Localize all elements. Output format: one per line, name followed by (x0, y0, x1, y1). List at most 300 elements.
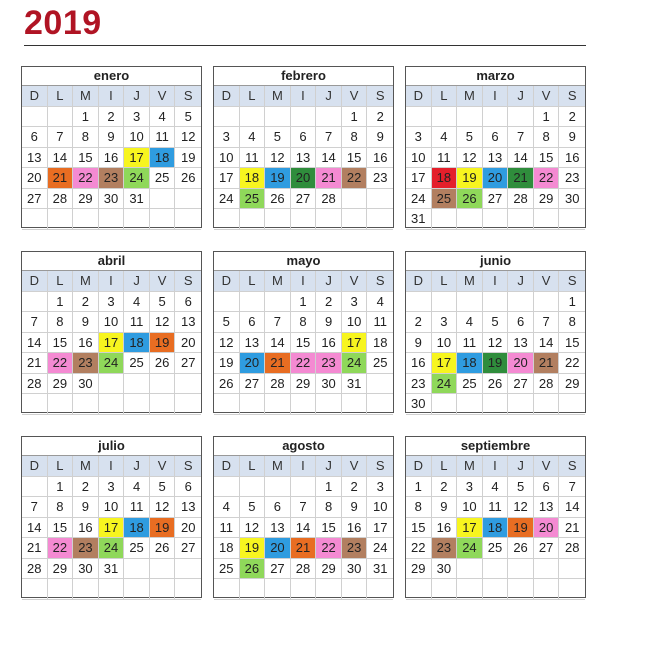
day-cell: 4 (214, 497, 240, 518)
day-cell: 29 (406, 559, 432, 580)
day-cell: 13 (534, 497, 560, 518)
empty-cell (457, 579, 483, 600)
day-cell: 29 (48, 374, 74, 395)
empty-cell (432, 107, 458, 128)
day-cell-highlighted: 22 (48, 538, 74, 559)
day-cell: 6 (240, 312, 266, 333)
day-cell: 12 (240, 518, 266, 539)
day-cell: 28 (291, 559, 317, 580)
month-title: septiembre (406, 437, 585, 456)
day-cell: 29 (316, 559, 342, 580)
day-cell: 31 (99, 559, 125, 580)
day-cell: 10 (99, 497, 125, 518)
day-cell: 11 (483, 497, 509, 518)
empty-cell (342, 579, 368, 600)
weekday-header: S (175, 86, 201, 107)
day-cell-highlighted: 21 (48, 168, 74, 189)
day-cell: 3 (457, 477, 483, 498)
empty-cell (483, 579, 509, 600)
day-cell: 28 (534, 374, 560, 395)
empty-cell (240, 209, 266, 230)
day-cell-highlighted: 19 (240, 538, 266, 559)
empty-cell (48, 209, 74, 230)
day-cell: 13 (265, 518, 291, 539)
day-cell: 6 (291, 127, 317, 148)
empty-cell (367, 209, 393, 230)
day-cell: 8 (48, 497, 74, 518)
day-cell: 1 (48, 292, 74, 313)
month-title: febrero (214, 67, 393, 86)
day-cell: 2 (99, 107, 125, 128)
day-cell: 4 (240, 127, 266, 148)
day-cell: 25 (367, 353, 393, 374)
weekday-header: D (22, 271, 48, 292)
empty-cell (483, 394, 509, 415)
empty-cell (150, 559, 176, 580)
day-cell: 8 (406, 497, 432, 518)
day-cell: 28 (22, 374, 48, 395)
day-cell: 30 (559, 189, 585, 210)
day-cell: 14 (534, 333, 560, 354)
day-cell: 2 (367, 107, 393, 128)
day-cell: 10 (406, 148, 432, 169)
day-cell: 2 (432, 477, 458, 498)
empty-cell (99, 209, 125, 230)
day-cell: 17 (214, 168, 240, 189)
day-cell: 21 (559, 518, 585, 539)
empty-cell (406, 292, 432, 313)
day-cell: 6 (508, 312, 534, 333)
weekday-header: L (48, 456, 74, 477)
empty-cell (73, 394, 99, 415)
day-cell: 10 (457, 497, 483, 518)
day-cell: 31 (406, 209, 432, 230)
empty-cell (291, 107, 317, 128)
empty-cell (432, 394, 458, 415)
day-cell-highlighted: 24 (342, 353, 368, 374)
weekday-header: I (483, 86, 509, 107)
day-cell-highlighted: 26 (457, 189, 483, 210)
day-cell: 11 (457, 333, 483, 354)
empty-cell (508, 579, 534, 600)
weekday-header: I (483, 271, 509, 292)
month-title: julio (22, 437, 201, 456)
empty-cell (508, 394, 534, 415)
day-grid (22, 271, 201, 415)
day-cell: 8 (534, 127, 560, 148)
month-enero (21, 66, 202, 228)
day-cell: 15 (291, 333, 317, 354)
day-cell: 17 (406, 168, 432, 189)
day-cell: 29 (48, 559, 74, 580)
weekday-header: D (214, 456, 240, 477)
day-cell: 19 (214, 353, 240, 374)
day-cell: 7 (316, 127, 342, 148)
empty-cell (175, 394, 201, 415)
day-cell: 15 (342, 148, 368, 169)
day-cell: 28 (22, 559, 48, 580)
weekday-header: L (240, 86, 266, 107)
empty-cell (316, 579, 342, 600)
month-mayo (213, 251, 394, 413)
empty-cell (483, 209, 509, 230)
day-cell: 27 (22, 189, 48, 210)
day-cell-highlighted: 23 (73, 353, 99, 374)
day-cell: 16 (73, 518, 99, 539)
day-cell: 31 (367, 559, 393, 580)
year-title: 2019 (24, 4, 102, 42)
weekday-header: J (124, 271, 150, 292)
day-cell-highlighted: 20 (240, 353, 266, 374)
empty-cell (48, 579, 74, 600)
day-cell: 25 (457, 374, 483, 395)
empty-cell (124, 579, 150, 600)
day-cell: 25 (483, 538, 509, 559)
day-cell: 4 (483, 477, 509, 498)
day-cell: 10 (124, 127, 150, 148)
day-cell: 10 (214, 148, 240, 169)
day-cell: 5 (175, 107, 201, 128)
month-title: abril (22, 252, 201, 271)
day-cell: 9 (432, 497, 458, 518)
day-cell: 26 (483, 374, 509, 395)
day-cell: 27 (534, 538, 560, 559)
day-cell: 28 (316, 189, 342, 210)
day-cell: 31 (342, 374, 368, 395)
day-cell: 26 (214, 374, 240, 395)
day-cell: 27 (483, 189, 509, 210)
day-cell: 1 (48, 477, 74, 498)
weekday-header: S (175, 271, 201, 292)
empty-cell (214, 292, 240, 313)
empty-cell (559, 579, 585, 600)
day-cell: 13 (22, 148, 48, 169)
day-cell: 20 (175, 518, 201, 539)
day-cell: 20 (175, 333, 201, 354)
weekday-header: I (99, 271, 125, 292)
day-cell: 9 (342, 497, 368, 518)
day-cell: 15 (534, 148, 560, 169)
day-cell-highlighted: 21 (316, 168, 342, 189)
empty-cell (265, 394, 291, 415)
day-cell-highlighted: 19 (150, 518, 176, 539)
empty-cell (367, 374, 393, 395)
day-cell: 25 (150, 168, 176, 189)
empty-cell (534, 559, 560, 580)
day-cell: 8 (316, 497, 342, 518)
month-title: mayo (214, 252, 393, 271)
day-cell-highlighted: 19 (265, 168, 291, 189)
day-cell: 12 (508, 497, 534, 518)
day-cell-highlighted: 25 (240, 189, 266, 210)
weekday-header: J (508, 86, 534, 107)
day-cell: 23 (406, 374, 432, 395)
weekday-header: J (508, 456, 534, 477)
weekday-header: D (214, 271, 240, 292)
day-cell-highlighted: 22 (534, 168, 560, 189)
day-cell: 23 (559, 168, 585, 189)
day-cell: 6 (483, 127, 509, 148)
weekday-header: S (175, 456, 201, 477)
empty-cell (432, 292, 458, 313)
empty-cell (342, 209, 368, 230)
day-cell-highlighted: 24 (99, 538, 125, 559)
day-cell: 7 (534, 312, 560, 333)
day-cell: 14 (22, 518, 48, 539)
month-marzo (405, 66, 586, 228)
month-septiembre (405, 436, 586, 598)
empty-cell (214, 209, 240, 230)
day-grid (406, 86, 585, 230)
empty-cell (483, 107, 509, 128)
day-cell: 2 (316, 292, 342, 313)
day-cell: 3 (367, 477, 393, 498)
empty-cell (483, 292, 509, 313)
day-cell: 15 (48, 518, 74, 539)
empty-cell (175, 559, 201, 580)
empty-cell (214, 579, 240, 600)
title-rule (24, 45, 586, 46)
empty-cell (265, 292, 291, 313)
weekday-header: M (265, 456, 291, 477)
day-cell-highlighted: 20 (291, 168, 317, 189)
day-cell: 12 (265, 148, 291, 169)
day-cell-highlighted: 17 (457, 518, 483, 539)
day-cell: 16 (99, 148, 125, 169)
empty-cell (99, 579, 125, 600)
day-cell: 12 (457, 148, 483, 169)
day-cell: 15 (73, 148, 99, 169)
day-cell: 14 (291, 518, 317, 539)
day-cell: 10 (432, 333, 458, 354)
empty-cell (559, 559, 585, 580)
day-cell-highlighted: 25 (432, 189, 458, 210)
empty-cell (150, 209, 176, 230)
day-cell-highlighted: 17 (342, 333, 368, 354)
weekday-header: I (291, 86, 317, 107)
day-cell: 3 (99, 477, 125, 498)
day-cell: 5 (150, 292, 176, 313)
weekday-header: I (99, 86, 125, 107)
month-title: enero (22, 67, 201, 86)
day-cell: 1 (316, 477, 342, 498)
empty-cell (291, 209, 317, 230)
day-cell: 6 (265, 497, 291, 518)
month-title: marzo (406, 67, 585, 86)
empty-cell (22, 292, 48, 313)
weekday-header: M (73, 271, 99, 292)
month-junio (405, 251, 586, 413)
day-cell: 2 (406, 312, 432, 333)
month-febrero (213, 66, 394, 228)
month-agosto (213, 436, 394, 598)
empty-cell (534, 394, 560, 415)
empty-cell (240, 579, 266, 600)
day-cell: 22 (559, 353, 585, 374)
day-cell: 6 (175, 292, 201, 313)
weekday-header: S (367, 456, 393, 477)
day-cell: 8 (48, 312, 74, 333)
day-cell-highlighted: 24 (457, 538, 483, 559)
weekday-header: D (214, 86, 240, 107)
day-cell: 9 (406, 333, 432, 354)
empty-cell (559, 394, 585, 415)
empty-cell (559, 209, 585, 230)
day-cell: 14 (316, 148, 342, 169)
day-cell: 5 (457, 127, 483, 148)
day-cell-highlighted: 17 (432, 353, 458, 374)
day-cell-highlighted: 17 (99, 518, 125, 539)
weekday-header: J (124, 86, 150, 107)
weekday-header: I (99, 456, 125, 477)
empty-cell (22, 107, 48, 128)
day-cell: 16 (406, 353, 432, 374)
day-cell: 13 (508, 333, 534, 354)
empty-cell (483, 559, 509, 580)
day-cell-highlighted: 19 (150, 333, 176, 354)
empty-cell (291, 394, 317, 415)
day-cell-highlighted: 18 (240, 168, 266, 189)
day-cell-highlighted: 20 (265, 538, 291, 559)
weekday-header: I (291, 271, 317, 292)
empty-cell (240, 477, 266, 498)
weekday-header: L (240, 456, 266, 477)
weekday-header: M (73, 456, 99, 477)
empty-cell (22, 477, 48, 498)
empty-cell (214, 394, 240, 415)
day-cell: 28 (508, 189, 534, 210)
weekday-header: L (48, 271, 74, 292)
empty-cell (22, 394, 48, 415)
day-cell: 30 (342, 559, 368, 580)
day-cell-highlighted: 22 (291, 353, 317, 374)
day-cell: 14 (559, 497, 585, 518)
day-cell: 16 (316, 333, 342, 354)
day-cell: 5 (508, 477, 534, 498)
weekday-header: V (342, 86, 368, 107)
day-cell: 4 (432, 127, 458, 148)
weekday-header: V (534, 86, 560, 107)
weekday-header: D (406, 456, 432, 477)
weekday-header: J (316, 86, 342, 107)
day-cell: 26 (150, 538, 176, 559)
day-cell: 27 (508, 374, 534, 395)
empty-cell (150, 189, 176, 210)
day-cell: 1 (342, 107, 368, 128)
empty-cell (124, 394, 150, 415)
day-cell: 23 (367, 168, 393, 189)
weekday-header: V (342, 271, 368, 292)
day-grid (406, 271, 585, 415)
month-julio (21, 436, 202, 598)
day-cell-highlighted: 20 (508, 353, 534, 374)
day-cell: 24 (406, 189, 432, 210)
day-cell: 30 (406, 394, 432, 415)
empty-cell (457, 559, 483, 580)
empty-cell (265, 107, 291, 128)
day-cell: 4 (367, 292, 393, 313)
day-cell: 29 (291, 374, 317, 395)
empty-cell (124, 559, 150, 580)
day-cell: 5 (150, 477, 176, 498)
weekday-header: V (150, 86, 176, 107)
empty-cell (508, 107, 534, 128)
weekday-header: D (406, 86, 432, 107)
day-cell: 8 (73, 127, 99, 148)
day-cell: 14 (508, 148, 534, 169)
day-cell: 18 (214, 538, 240, 559)
day-cell: 28 (559, 538, 585, 559)
day-cell: 8 (291, 312, 317, 333)
day-cell: 14 (265, 333, 291, 354)
day-cell: 12 (150, 497, 176, 518)
day-cell: 29 (559, 374, 585, 395)
empty-cell (508, 209, 534, 230)
weekday-header: D (22, 86, 48, 107)
empty-cell (175, 209, 201, 230)
day-cell-highlighted: 18 (457, 353, 483, 374)
day-cell: 3 (124, 107, 150, 128)
day-cell: 17 (367, 518, 393, 539)
day-cell: 3 (214, 127, 240, 148)
day-cell-highlighted: 23 (316, 353, 342, 374)
day-cell: 1 (406, 477, 432, 498)
day-cell-highlighted: 17 (99, 333, 125, 354)
empty-cell (457, 292, 483, 313)
day-cell: 29 (73, 189, 99, 210)
day-grid (22, 86, 201, 230)
empty-cell (150, 579, 176, 600)
weekday-header: V (534, 271, 560, 292)
day-cell: 6 (22, 127, 48, 148)
day-cell-highlighted: 19 (508, 518, 534, 539)
day-cell-highlighted: 19 (483, 353, 509, 374)
weekday-header: M (265, 271, 291, 292)
day-cell-highlighted: 22 (316, 538, 342, 559)
empty-cell (316, 209, 342, 230)
day-cell: 29 (534, 189, 560, 210)
weekday-header: I (483, 456, 509, 477)
day-cell: 16 (73, 333, 99, 354)
weekday-header: L (240, 271, 266, 292)
weekday-header: J (124, 456, 150, 477)
day-cell: 27 (265, 559, 291, 580)
empty-cell (22, 209, 48, 230)
empty-cell (175, 579, 201, 600)
day-cell: 26 (265, 189, 291, 210)
day-cell: 3 (432, 312, 458, 333)
weekday-header: J (508, 271, 534, 292)
day-cell-highlighted: 22 (342, 168, 368, 189)
weekday-header: V (150, 271, 176, 292)
day-cell: 13 (483, 148, 509, 169)
day-cell: 5 (483, 312, 509, 333)
day-cell-highlighted: 18 (124, 518, 150, 539)
empty-cell (457, 394, 483, 415)
day-cell-highlighted: 19 (457, 168, 483, 189)
day-cell: 15 (316, 518, 342, 539)
day-cell: 30 (316, 374, 342, 395)
weekday-header: S (367, 86, 393, 107)
day-cell: 24 (367, 538, 393, 559)
day-cell: 7 (291, 497, 317, 518)
day-cell-highlighted: 24 (432, 374, 458, 395)
empty-cell (367, 189, 393, 210)
day-cell: 16 (342, 518, 368, 539)
empty-cell (406, 107, 432, 128)
day-cell: 18 (367, 333, 393, 354)
day-cell: 7 (22, 312, 48, 333)
